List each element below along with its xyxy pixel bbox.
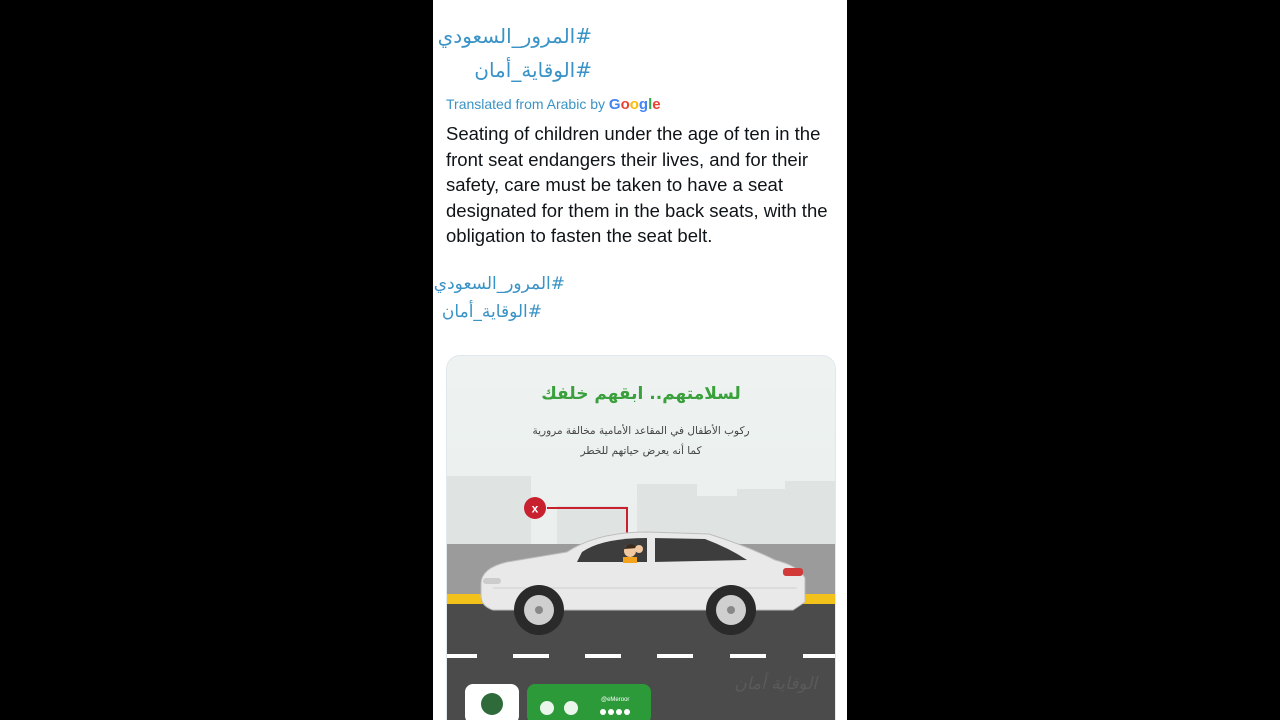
tweet-media-image[interactable] (446, 355, 836, 720)
warning-x-text: x (531, 501, 539, 516)
translated-label: Translated from Arabic by (446, 96, 605, 112)
tweet-card (433, 0, 847, 720)
media-headline: لسلامتهم.. ابقهم خلفك (541, 384, 741, 404)
google-logo: Google (608, 96, 661, 113)
media-subtitle: كما أنه يعرض حياتهم للخطر (580, 445, 702, 457)
hashtag-link[interactable]: #المرور_السعودي (433, 274, 565, 294)
hashtag-link[interactable]: #الوقاية_أمان (441, 302, 542, 322)
campaign-logo: الوقاية أمان (734, 674, 817, 694)
road-scene-illustration (447, 356, 835, 720)
tweet-body-text: Seating of children under the age of ten in the front seat endangers their lives, and for their safety, care must be taken to have a seat designated for them in the back seats, with the obligation to fasten the seat belt. (446, 123, 828, 246)
media-subtitle: ركوب الأطفال في المقاعد الأمامية مخالفة مرورية (532, 425, 750, 437)
hashtag-link[interactable]: #الوقاية_أمان (474, 58, 592, 82)
hashtag-link[interactable]: #المرور_السعودي (437, 24, 592, 48)
social-handle: @eMeroor (601, 697, 630, 703)
traffic-emblem-icon (481, 693, 503, 715)
translation-attribution[interactable] (446, 96, 661, 113)
